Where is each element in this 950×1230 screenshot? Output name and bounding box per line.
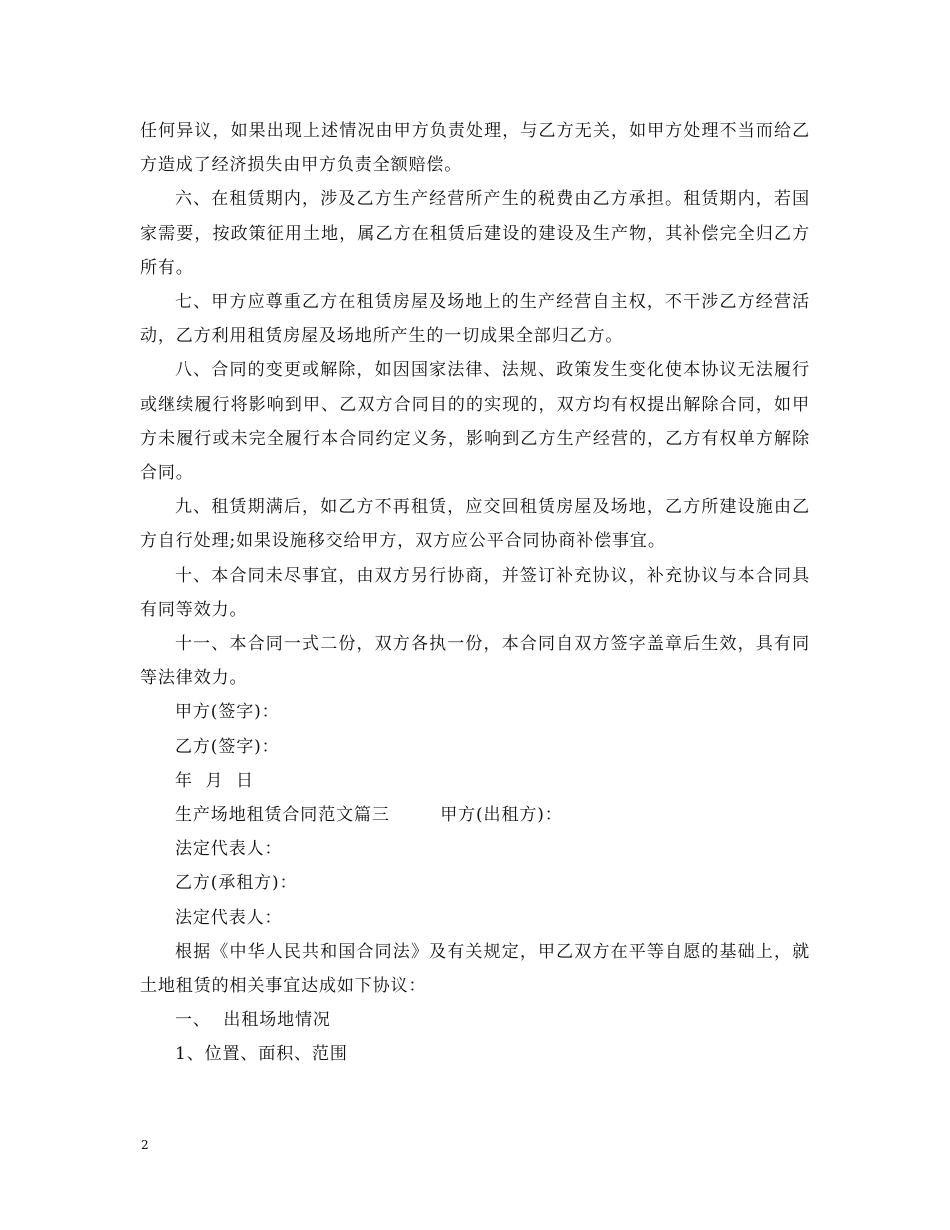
date-line: 年 月 日 (175, 770, 254, 791)
contract-title-line: 生产场地租赁合同范文篇三 甲方(出租方)： (175, 805, 563, 826)
paragraph-clause-7: 七、甲方应尊重乙方在租赁房屋及场地上的生产经营自主权，不干涉乙方经营活动，乙方利用租赁房屋及场地所产生的一切成果全部归乙方。 (140, 292, 810, 347)
lessee-line: 乙方(承租方)： (175, 873, 298, 894)
section-heading: 一、 出租场地情况 (175, 1010, 331, 1031)
subsection-heading: 1、位置、面积、范围 (175, 1044, 348, 1065)
party-a-signature-line: 甲方(签字)： (175, 702, 280, 723)
legal-representative-line-b: 法定代表人： (175, 907, 283, 928)
paragraph-clause-8: 八、合同的变更或解除，如因国家法律、法规、政策发生变化使本协议无法履行或继续履行将影响到甲、乙双方合同目的的实现的，双方均有权提出解除合同，如甲方未履行或未完全履行本合同约定义务，影响到乙方生产经营的，乙方有权单方解除合同。 (140, 360, 810, 484)
paragraph-clause-10: 十、本合同未尽事宜，由双方另行协商，并签订补充协议，补充协议与本合同具有同等效力。 (140, 565, 810, 620)
agreement-intro-paragraph: 根据《中华人民共和国合同法》及有关规定，甲乙双方在平等自愿的基础上，就土地租赁的相关事宜达成如下协议： (140, 941, 810, 997)
paragraph-clause-9: 九、租赁期满后，如乙方不再租赁，应交回租赁房屋及场地，乙方所建设施由乙方自行处理;如果设施移交给甲方，双方应公平合同协商补偿事宜。 (140, 497, 810, 552)
page-number: 2 (141, 1138, 149, 1152)
party-b-signature-line: 乙方(签字)： (175, 736, 280, 757)
paragraph-clause-6: 六、在租赁期内，涉及乙方生产经营所产生的税费由乙方承担。租赁期内，若国家需要，按政策征用土地，属乙方在租赁后建设的建设及生产物，其补偿完全归乙方所有。 (140, 189, 810, 278)
paragraph-continuation: 任何异议，如果出现上述情况由甲方负责处理，与乙方无关，如甲方处理不当而给乙方造成了经济损失由甲方负责全额赔偿。 (140, 121, 810, 176)
document-body (140, 114, 810, 1072)
legal-representative-line-a: 法定代表人： (175, 839, 283, 860)
paragraph-clause-11: 十一、本合同一式二份，双方各执一份，本合同自双方签字盖章后生效，具有同等法律效力。 (140, 634, 810, 689)
